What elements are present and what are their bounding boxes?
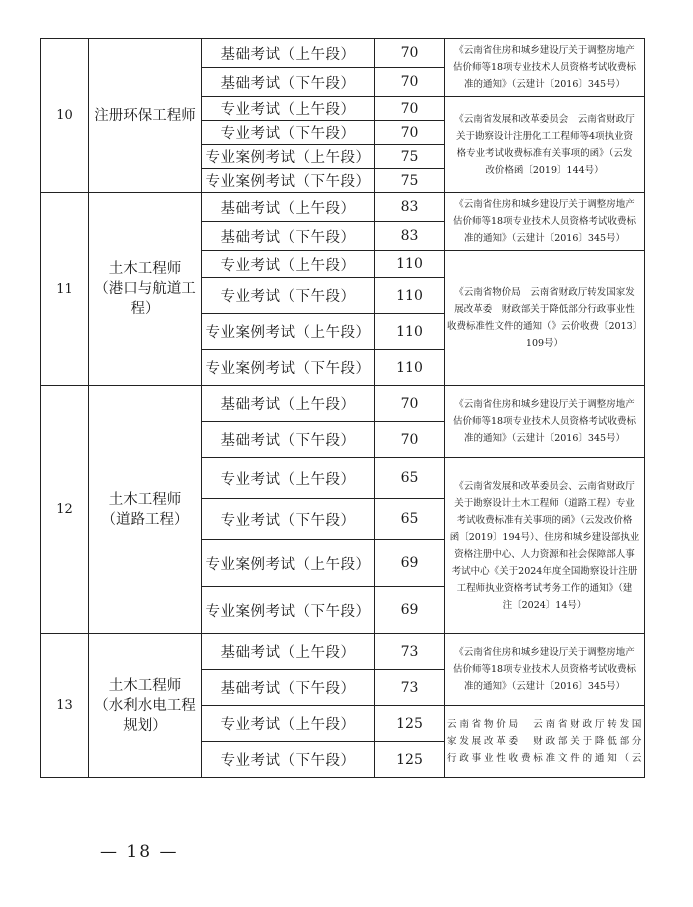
exam-fee: 70 <box>375 121 445 145</box>
exam-fee: 70 <box>375 39 445 68</box>
row-number: 12 <box>41 386 89 634</box>
profession-name <box>89 634 202 778</box>
fee-basis-line: 《云南省住房和城乡建设厅关于调整房地产 <box>454 399 635 410</box>
exam-fee: 70 <box>375 68 445 97</box>
exam-subject: 基础考试（下午段） <box>202 222 375 251</box>
exam-fee-table <box>40 38 645 778</box>
fee-basis-line: 准的通知》（云建计〔2016〕345号） <box>463 233 626 244</box>
profession-name-line: 规划） <box>123 717 167 734</box>
exam-subject: 基础考试（上午段） <box>202 386 375 422</box>
exam-subject: 专业考试（下午段） <box>202 121 375 145</box>
exam-subject: 专业案例考试（下午段） <box>202 587 375 634</box>
fee-basis-line: 估价师等18项专业技术人员资格考试收费标 <box>452 62 637 73</box>
profession-name-line: 土木工程师 <box>108 261 182 277</box>
fee-basis-line: 估价师等18项专业技术人员资格考试收费标 <box>452 664 637 675</box>
exam-fee: 65 <box>375 458 445 499</box>
fee-basis <box>445 39 645 97</box>
fee-basis-line: 展改革委 财政部关于降低部分行政事业性 <box>454 304 635 315</box>
fee-basis <box>445 458 645 634</box>
fee-basis-line: 准的通知》（云建计〔2016〕345号） <box>463 79 626 90</box>
fee-basis <box>445 706 645 778</box>
profession-name-line: 注册环保工程师 <box>94 107 196 124</box>
exam-subject: 专业案例考试（下午段） <box>202 169 375 193</box>
fee-basis-line: 109号） <box>525 338 564 349</box>
fee-basis-line: 云南省物价局 云南省财政厅转发国 <box>447 719 642 730</box>
exam-subject: 专业考试（下午段） <box>202 499 375 540</box>
exam-fee: 70 <box>375 422 445 458</box>
fee-basis-line: 估价师等18项专业技术人员资格考试收费标 <box>452 416 637 427</box>
row-number: 11 <box>41 193 89 386</box>
page-number: — 18 — <box>100 842 179 862</box>
fee-basis <box>445 193 645 251</box>
fee-basis-line: 行政事业性收费标准文件的通知（云 <box>447 753 642 764</box>
exam-subject: 基础考试（下午段） <box>202 68 375 97</box>
fee-basis-line: 关于勘察设计注册化工工程师等4项执业资 <box>455 130 634 142</box>
exam-fee: 110 <box>375 350 445 386</box>
fee-basis-line: 《云南省住房和城乡建设厅关于调整房地产 <box>454 45 635 56</box>
exam-subject: 专业考试（上午段） <box>202 458 375 499</box>
exam-fee: 70 <box>375 386 445 422</box>
row-number: 13 <box>41 634 89 778</box>
exam-fee: 110 <box>375 251 445 278</box>
exam-subject: 专业考试（上午段） <box>202 97 375 121</box>
exam-subject: 基础考试（上午段） <box>202 634 375 670</box>
exam-subject: 专业考试（下午段） <box>202 278 375 314</box>
profession-name-line: 土木工程师 <box>108 677 182 694</box>
exam-subject: 专业案例考试（上午段） <box>202 540 375 587</box>
exam-subject: 专业案例考试（上午段） <box>202 145 375 169</box>
exam-fee: 65 <box>375 499 445 540</box>
fee-basis-line: 《云南省住房和城乡建设厅关于调整房地产 <box>454 647 635 658</box>
profession-name <box>89 386 202 634</box>
exam-fee: 83 <box>375 222 445 251</box>
exam-fee: 69 <box>375 587 445 634</box>
fee-basis <box>445 97 645 193</box>
fee-basis-line: 考试中心《关于2024年度全国勘察设计注册 <box>451 565 638 577</box>
fee-basis-line: 《云南省发展和改革委员会、云南省财政厅 <box>454 480 635 492</box>
fee-basis <box>445 386 645 458</box>
exam-subject: 基础考试（下午段） <box>202 422 375 458</box>
fee-basis <box>445 251 645 386</box>
fee-basis-line: 注〔2024〕14号） <box>502 599 587 611</box>
fee-basis <box>445 634 645 706</box>
exam-fee: 83 <box>375 193 445 222</box>
exam-subject: 专业考试（下午段） <box>202 742 375 778</box>
exam-subject: 专业考试（上午段） <box>202 251 375 278</box>
fee-basis-line: 准的通知》（云建计〔2016〕345号） <box>463 681 626 692</box>
fee-basis-line: 《云南省物价局 云南省财政厅转发国家发 <box>454 287 635 298</box>
profession-name-line: 程） <box>130 301 160 317</box>
row-number: 10 <box>41 39 89 193</box>
exam-subject: 基础考试（上午段） <box>202 193 375 222</box>
exam-fee: 70 <box>375 97 445 121</box>
fee-basis-line: 关于勘察设计土木工程师（道路工程）专业 <box>454 497 635 509</box>
fee-basis-line: 收费标准性文件的通知（》云价收费〔2013〕 <box>447 321 643 332</box>
exam-fee: 73 <box>375 634 445 670</box>
exam-subject: 基础考试（下午段） <box>202 670 375 706</box>
profession-name-line: （港口与航道工 <box>94 281 196 297</box>
exam-fee: 125 <box>375 742 445 778</box>
exam-fee: 75 <box>375 169 445 193</box>
fee-basis-line: 资格注册中心、人力资源和社会保障部人事 <box>454 548 635 560</box>
fee-basis-line: 格专业考试收费标准有关事项的函》（云发 <box>456 147 633 159</box>
profession-name-line: （水利水电工程 <box>94 697 196 714</box>
exam-fee: 110 <box>375 278 445 314</box>
profession-name <box>89 39 202 193</box>
exam-fee: 69 <box>375 540 445 587</box>
exam-fee: 75 <box>375 145 445 169</box>
exam-subject: 专业案例考试（上午段） <box>202 314 375 350</box>
profession-name <box>89 193 202 386</box>
exam-fee: 125 <box>375 706 445 742</box>
exam-fee: 73 <box>375 670 445 706</box>
fee-basis-line: 函〔2019〕194号）、住房和城乡建设部执业 <box>449 531 640 543</box>
exam-subject: 基础考试（上午段） <box>202 39 375 68</box>
fee-basis-line: 《云南省发展和改革委员会 云南省财政厅 <box>454 113 635 125</box>
fee-basis-line: 考试收费标准有关事项的函》（云发改价格 <box>456 514 633 526</box>
exam-subject: 专业考试（上午段） <box>202 706 375 742</box>
fee-basis-line: 估价师等18项专业技术人员资格考试收费标 <box>452 216 637 227</box>
fee-basis-line: 《云南省住房和城乡建设厅关于调整房地产 <box>454 199 635 210</box>
exam-fee: 110 <box>375 314 445 350</box>
exam-subject: 专业案例考试（下午段） <box>202 350 375 386</box>
fee-basis-line: 工程师执业资格考试考务工作的通知》（建 <box>456 582 633 594</box>
profession-name-line: 土木工程师 <box>108 491 182 508</box>
fee-basis-line: 家发展改革委 财政部关于降低部分 <box>447 736 642 747</box>
profession-name-line: （道路工程） <box>101 511 189 528</box>
fee-basis-line: 准的通知》（云建计〔2016〕345号） <box>463 433 626 444</box>
fee-basis-line: 改价格函〔2019〕144号） <box>485 164 604 176</box>
